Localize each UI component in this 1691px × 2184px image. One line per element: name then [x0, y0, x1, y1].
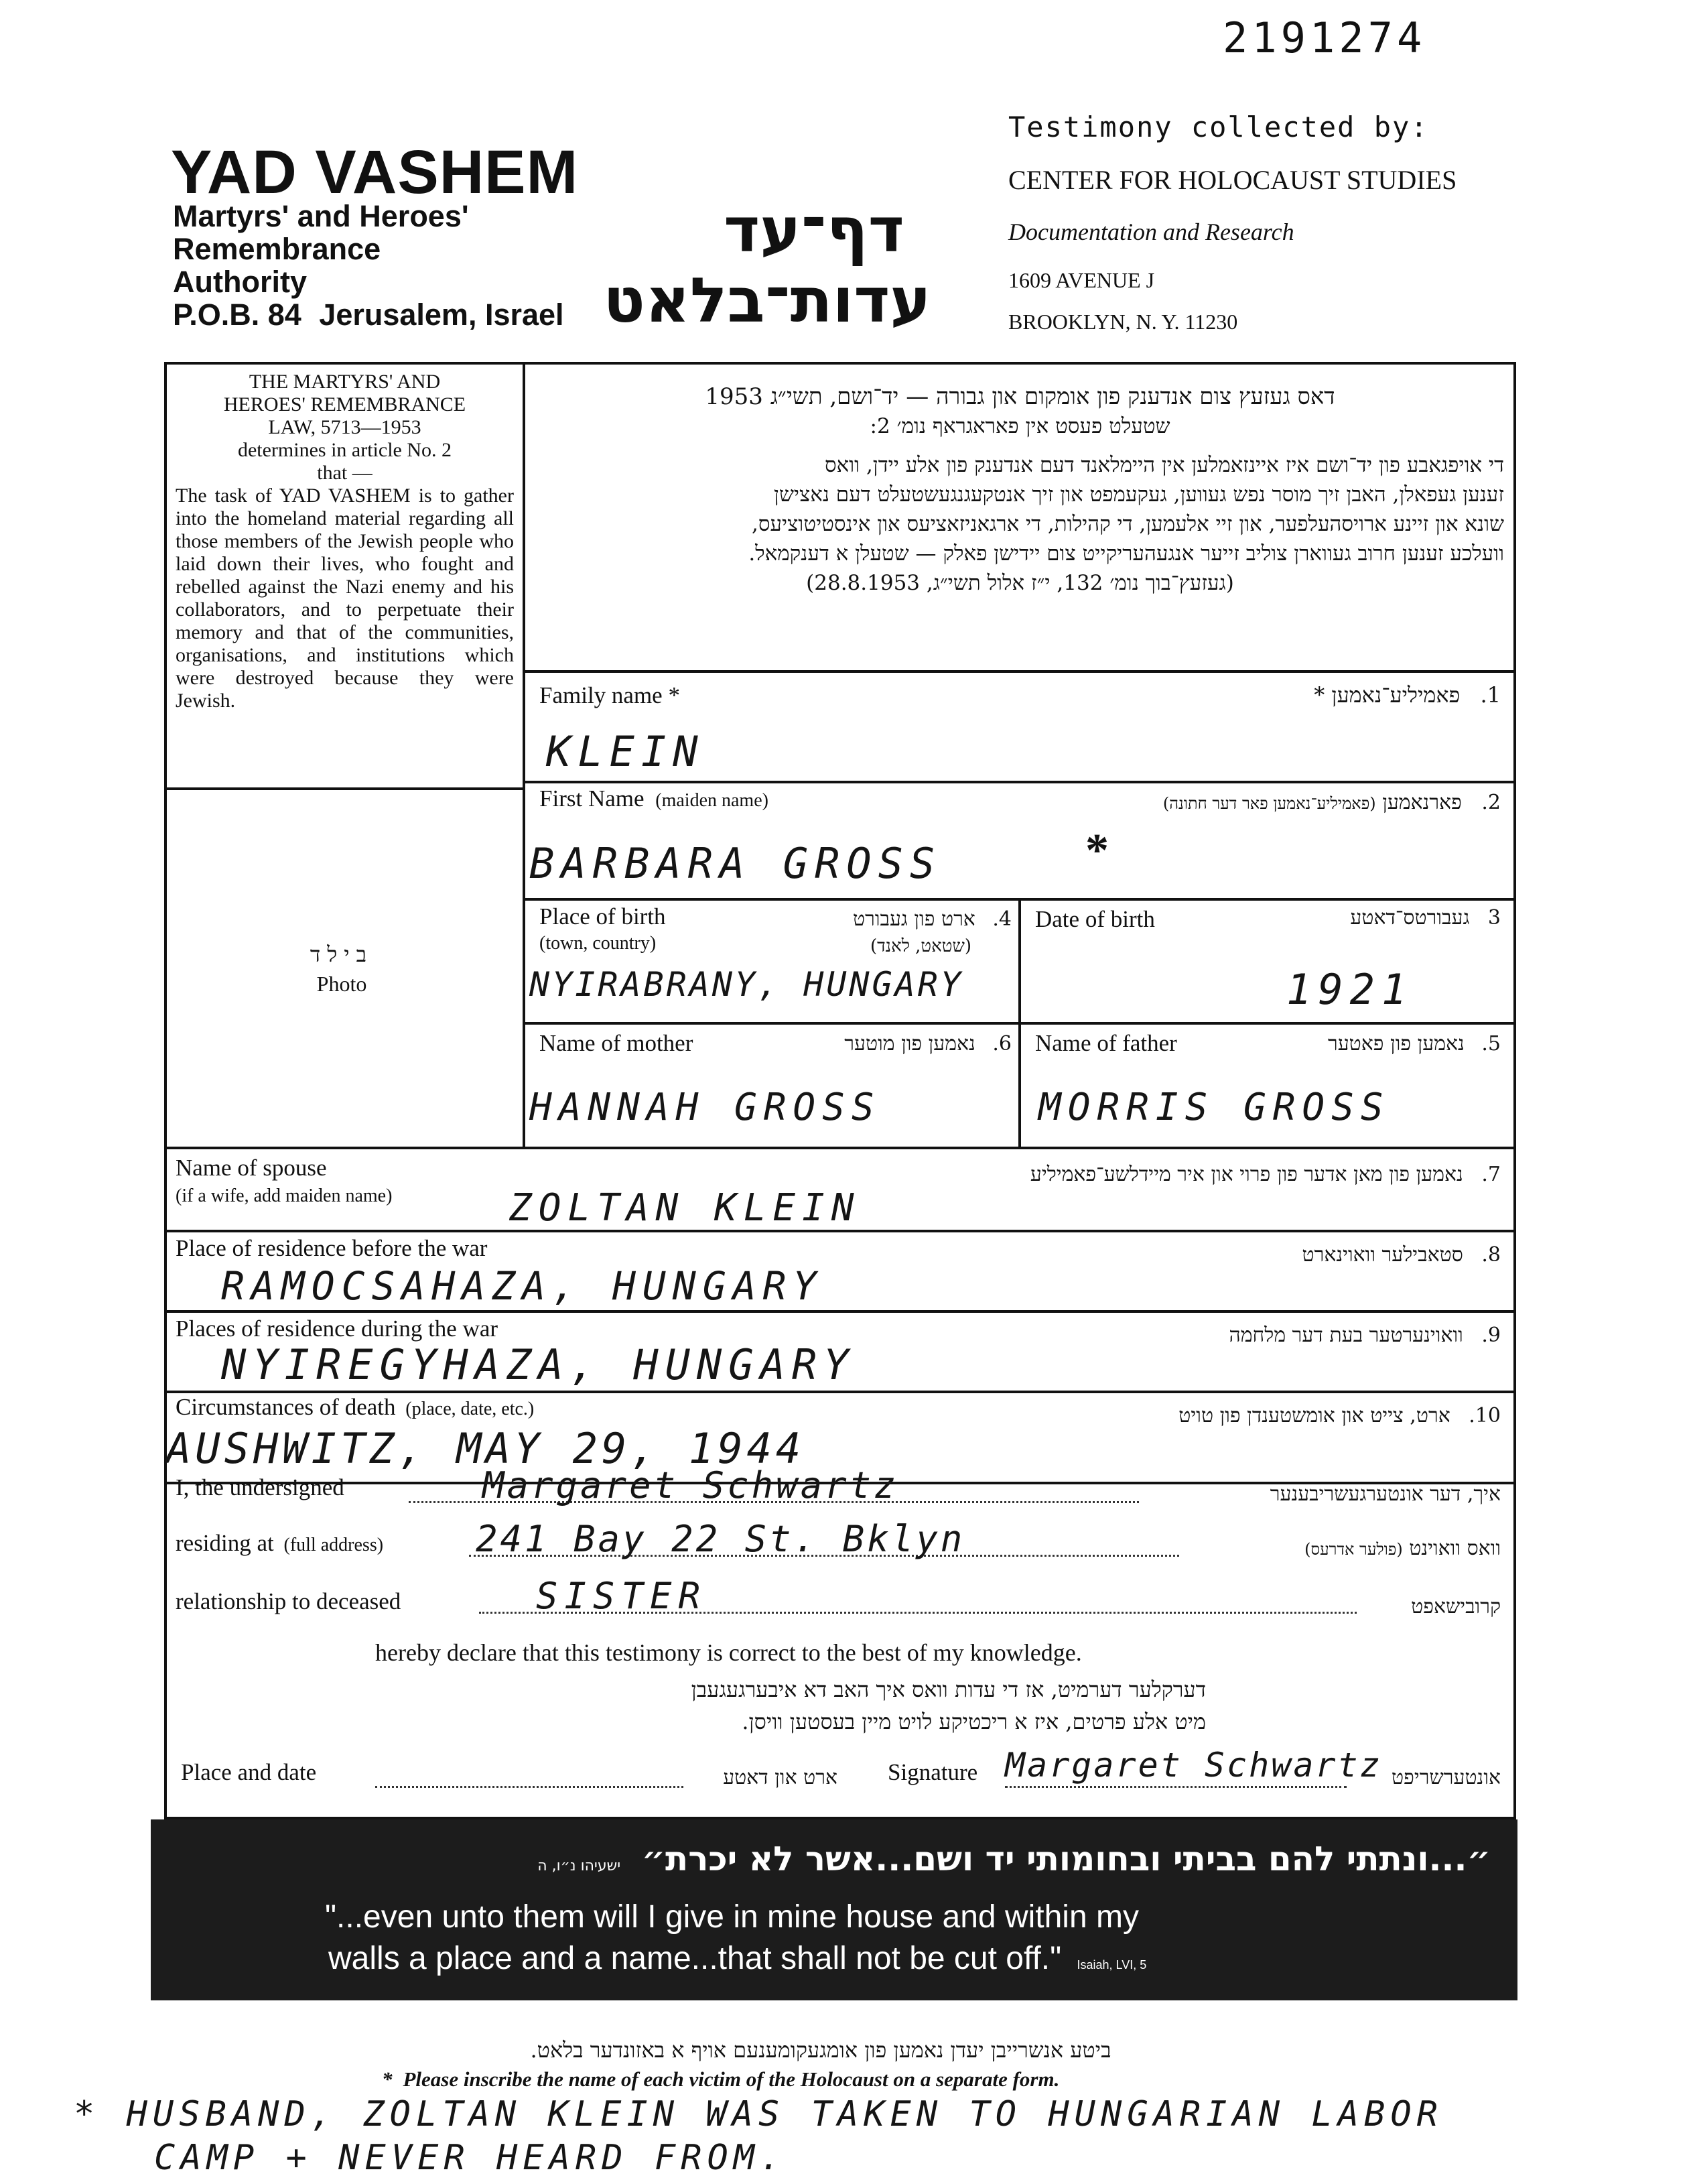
residence-before-hebrew-label: סטאבילער וואוינארט [1302, 1243, 1463, 1267]
law-photo-divider [164, 787, 525, 790]
hebrew-law-line-3: די אויפגאבע פון יד־ושם איז איינזאמלען אין היימלאנד דעם אנדענק פון אלע יידן, וואס [825, 453, 1504, 477]
place-of-birth-hebrew-label: ארט פון געבורט [852, 907, 975, 931]
place-date-line [375, 1786, 683, 1788]
place-of-birth-hebrew [724, 906, 1012, 960]
residing-label-sub: (full address) [283, 1535, 384, 1555]
hebrew-law-line-2: שטעלט פעסט אין פאראגראף נומ׳ 2: [870, 414, 1170, 438]
hebrew-law-line-4: זענען געפאלן, האבן זיך מוסר נפש געווען, געקעמפט און זיך אנטקעגנגעשטעלט דעם נאצישן [774, 483, 1504, 507]
org-pob: P.O.B. 84 [173, 298, 301, 332]
first-name-label [539, 785, 768, 812]
first-name-label-text: First Name [539, 785, 645, 812]
first-name-hebrew-label: פארנאמען [1382, 791, 1462, 814]
law-article: determines in article No. 2 [237, 439, 452, 461]
place-date-hebrew: ארט און דאטע [723, 1766, 837, 1789]
date-of-birth-hebrew [1246, 906, 1501, 929]
org-sub-line-2: Remembrance [173, 232, 381, 266]
family-name-label: Family name * [539, 682, 680, 708]
date-of-birth-num: 3 [1487, 906, 1501, 929]
banner-hebrew [151, 1840, 1491, 1878]
residing-value[interactable]: 241 Bay 22 St. Bklyn [476, 1518, 965, 1560]
death-hebrew-label: ארט, צייט און אומשטענדן פון טויט [1178, 1404, 1450, 1427]
family-name-hebrew [1139, 682, 1501, 708]
divider-family-top [523, 670, 1516, 673]
banner-hebrew-quote: ״...ונתתי להם בביתי ובחומותי יד ושם...אשר לא יכרת״ [641, 1840, 1491, 1878]
divider-death [164, 1391, 1516, 1393]
declaration-text: hereby declare that this testimony is correct to the best of my knowledge. [375, 1639, 1082, 1666]
signature-line [1005, 1786, 1347, 1788]
residence-before-hebrew [1072, 1243, 1501, 1267]
law-title-2: HEROES' REMEMBRANCE [223, 393, 466, 415]
spouse-num: 7. [1481, 1163, 1501, 1186]
place-of-birth-hebrew-sub: (שטאט, לאנד) [870, 936, 971, 956]
spouse-value[interactable]: ZOLTAN KLEIN [509, 1186, 861, 1230]
banner-english-2 [328, 1940, 1146, 1977]
left-column-divider [523, 362, 525, 1149]
father-label: Name of father [1035, 1030, 1177, 1056]
residing-label-text: residing at [176, 1530, 274, 1556]
first-name-hebrew [992, 791, 1501, 814]
mother-hebrew [730, 1032, 1012, 1055]
law-box [176, 371, 514, 712]
hebrew-law-text [536, 382, 1504, 598]
birth-parents-vertical [1018, 898, 1021, 1149]
place-of-birth-label-text: Place of birth [539, 903, 666, 929]
org-sub-line-1: Martyrs' and Heroes' [173, 199, 469, 233]
relationship-label: relationship to deceased [176, 1588, 401, 1614]
first-name-value[interactable]: BARBARA GROSS [529, 839, 942, 888]
date-of-birth-label: Date of birth [1035, 906, 1155, 932]
hebrew-law-line-1: דאס געזעץ צום אנדענק פון אומקום און גבורה — יד־ושם, תשי״ג 1953 [705, 383, 1335, 410]
spouse-label-sub: (if a wife, add maiden name) [176, 1185, 393, 1206]
org-subtitle [173, 200, 564, 331]
banner-english-1: "...even unto them will I give in mine house and within my [325, 1899, 1139, 1935]
mother-value[interactable]: HANNAH GROSS [529, 1086, 881, 1129]
org-name: YAD VASHEM [171, 138, 579, 206]
collected-by-label: Testimony collected by: [1008, 111, 1429, 143]
date-of-birth-hebrew-label: געבורטס־דאטע [1350, 906, 1470, 929]
banner-english-ref: Isaiah, LVI, 5 [1077, 1958, 1147, 1972]
mother-label: Name of mother [539, 1030, 693, 1056]
family-name-hebrew-label: פאמיליע־נאמען * [1314, 682, 1461, 708]
residence-before-label: Place of residence before the war [176, 1235, 488, 1261]
death-label [176, 1394, 534, 1421]
first-name-hebrew-sub: (פאמיליע־נאמען פאר דער חתונה) [1162, 794, 1376, 813]
footer-hebrew-note: ביטע אנשרייבן יעדן נאמען פון אומגעקומענעם אויף א באזונדער בלאט. [530, 2037, 1111, 2063]
place-of-birth-label [539, 903, 666, 957]
death-num: 10. [1469, 1404, 1501, 1427]
quote-banner [151, 1819, 1517, 2000]
place-of-birth-num: 4. [992, 907, 1012, 931]
residing-label [176, 1530, 383, 1557]
residence-during-num: 9. [1481, 1324, 1501, 1347]
hebrew-law-line-7: (געזעץ־בוך נומ׳ 132, י״ז אלול תשי״ג, 28.8.1953) [806, 571, 1234, 595]
center-name: CENTER FOR HOLOCAUST STUDIES [1008, 165, 1457, 195]
document-number: 2191274 [1223, 13, 1426, 62]
residence-during-label: Places of residence during the war [176, 1315, 498, 1342]
place-of-birth-value[interactable]: NYIRABRANY, HUNGARY [529, 965, 963, 1004]
spouse-hebrew [737, 1163, 1501, 1186]
photo-label-hebrew: בילד [310, 942, 374, 967]
family-name-num: 1. [1480, 682, 1501, 708]
banner-english-2-text: walls a place and a name...that shall not be cut off." [328, 1941, 1062, 1976]
father-hebrew [1219, 1032, 1501, 1055]
law-title-3: LAW, 5713—1953 [268, 416, 421, 438]
signature-hebrew: אונטערשריפט [1392, 1766, 1501, 1789]
residing-hebrew-sub: (פולער אדרעס) [1304, 1540, 1403, 1559]
org-sub-line-3: Authority [173, 265, 307, 299]
law-that: that — [317, 462, 373, 484]
footer-english-note [382, 2067, 1059, 2092]
residence-during-value[interactable]: NYIREGYHAZA, HUNGARY [221, 1340, 856, 1389]
declaration-hebrew-2: מיט אלע פרטים, איז א ריכטיקע לויט מיין בעסטען וויסן. [742, 1709, 1206, 1734]
hebrew-title-1: דף־עד [724, 194, 904, 266]
handwritten-note-1: * HUSBAND, ZOLTAN KLEIN WAS TAKEN TO HUNGARIAN LABOR [74, 2094, 1443, 2134]
residing-hebrew-label: וואס וואוינט [1409, 1537, 1501, 1560]
father-value[interactable]: MORRIS GROSS [1038, 1086, 1390, 1129]
first-name-label-sub: (maiden name) [655, 790, 768, 811]
undersigned-value[interactable]: Margaret Schwartz [482, 1464, 898, 1506]
place-date-label: Place and date [181, 1759, 317, 1785]
death-hebrew [938, 1404, 1501, 1427]
hebrew-law-line-6: וועלכע זענען חרוב געווארן צוליב זייער אנגעהעריקייט צום יידישן פאלק — שטעלן א דענקמאל. [748, 541, 1504, 566]
spouse-label-text: Name of spouse [176, 1155, 327, 1181]
father-hebrew-label: נאמען פון פאטער [1327, 1032, 1465, 1055]
banner-hebrew-ref: ישעיהו נ״ו, ה [537, 1858, 621, 1874]
divider-residence-before [164, 1230, 1516, 1232]
law-title-1: THE MARTYRS' AND [249, 371, 441, 393]
law-body: The task of YAD VASHEM is to gather into the homeland material regarding all those members of the Jewish people who laid down their lives, who fought and rebelled against the Nazi enemy and his collaborators, and to perpetuate their memory and that of the communities, organisations, and institutions which were destroyed because they were Jewish. [176, 485, 514, 712]
first-name-mark: * [1085, 825, 1109, 877]
declaration-hebrew-1: דערקלער דערמיט, אז די עדות וואס איך האב דא איבערגעגעבן [691, 1677, 1206, 1702]
place-of-birth-label-sub: (town, country) [539, 933, 657, 954]
photo-label: Photo [316, 972, 367, 996]
divider-residence-during [164, 1310, 1516, 1313]
hebrew-law-line-5: שונא און זיינע ארויסהעלפער, און זיי אלעמען, די קהילות, די ארגאניזאציעס און אינסטיטוציעס, [752, 512, 1504, 536]
footer-english-text: Please inscribe the name of each victim of the Holocaust on a separate form. [403, 2067, 1060, 2091]
mother-num: 6. [992, 1032, 1012, 1055]
residence-during-hebrew-label: וואוינערטער בעת דער מלחמה [1229, 1324, 1463, 1347]
residence-before-value[interactable]: RAMOCSAHAZA, HUNGARY [221, 1263, 823, 1309]
death-value[interactable]: AUSHWITZ, MAY 29, 1944 [166, 1424, 805, 1473]
residence-before-num: 8. [1481, 1243, 1501, 1267]
hebrew-title-2: עדות־בלאט [603, 265, 931, 336]
divider-first-top [523, 781, 1516, 783]
relationship-hebrew: קרובישאפט [1411, 1595, 1501, 1618]
signature-label: Signature [888, 1759, 978, 1785]
org-address [173, 298, 564, 331]
first-name-num: 2. [1481, 791, 1501, 814]
footer-asterisk: * [382, 2067, 393, 2091]
center-street: 1609 AVENUE J [1008, 268, 1155, 292]
residence-during-hebrew [1005, 1324, 1501, 1347]
date-of-birth-value[interactable]: 1921 [1286, 965, 1414, 1014]
center-city: BROOKLYN, N. Y. 11230 [1008, 310, 1238, 334]
center-sub: Documentation and Research [1008, 218, 1294, 245]
signature-value[interactable]: Margaret Schwartz [1005, 1746, 1382, 1785]
father-num: 5. [1481, 1032, 1501, 1055]
death-label-text: Circumstances of death [176, 1394, 396, 1420]
undersigned-hebrew: איך, דער אונטערגעשריבענער [1270, 1482, 1501, 1506]
undersigned-label: I, the undersigned [176, 1474, 344, 1500]
residing-hebrew [1186, 1537, 1501, 1560]
mother-hebrew-label: נאמען פון מוטער [844, 1032, 975, 1055]
spouse-hebrew-label: נאמען פון מאן אדער פון פרוי און איר מיידלשע־פאמיליע [1030, 1163, 1463, 1186]
spouse-label [176, 1154, 392, 1210]
family-name-value[interactable]: KLEIN [546, 727, 705, 776]
handwritten-note-2: CAMP + NEVER HEARD FROM. [154, 2138, 787, 2178]
death-label-sub: (place, date, etc.) [405, 1399, 535, 1419]
relationship-value[interactable]: SISTER [536, 1575, 707, 1617]
org-city: Jerusalem, Israel [319, 298, 564, 332]
